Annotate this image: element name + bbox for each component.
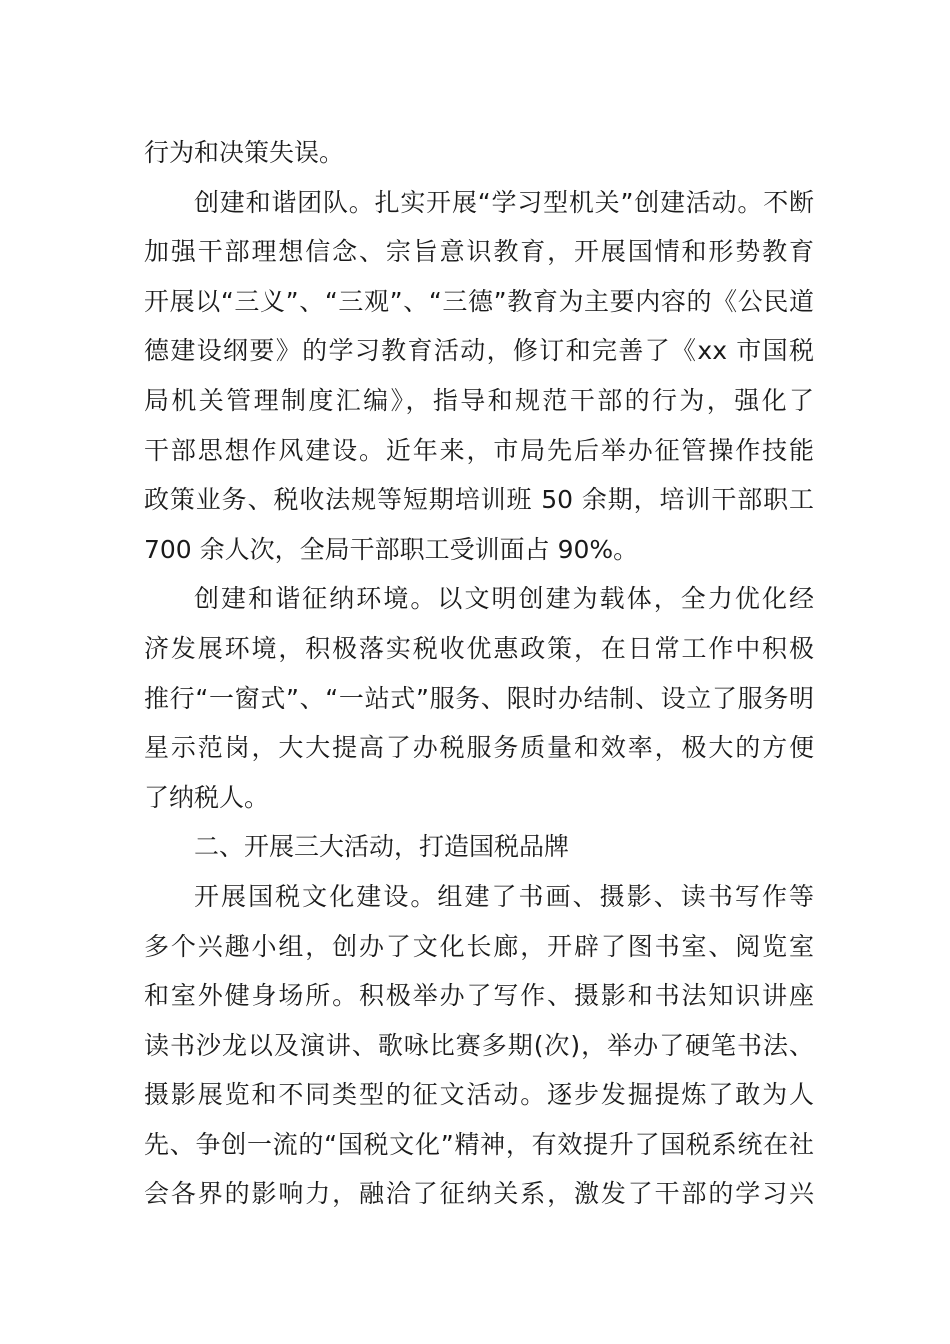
text-line: 读书沙龙以及演讲、歌咏比赛多期(次)，举办了硬笔书法、 (144, 1030, 814, 1060)
text-line: 会各界的影响力，融洽了征纳关系，激发了干部的学习兴 (144, 1179, 814, 1209)
text-line: 和室外健身场所。积极举办了写作、摄影和书法知识讲座 (144, 981, 814, 1011)
text-line: 了纳税人。 (144, 782, 270, 812)
text-line: 德建设纲要》的学习教育活动，修订和完善了《xx 市国税 (144, 336, 814, 366)
text-line: 政策业务、税收法规等短期培训班 50 余期，培训干部职工 (144, 485, 814, 515)
text-line: 推行“一窗式”、“一站式”服务、限时办结制、设立了服务明 (144, 683, 814, 713)
paragraph-first-line: 开展国税文化建设。组建了书画、摄影、读书写作等 (194, 881, 814, 911)
text-line: 行为和决策失误。 (144, 138, 345, 167)
text-line: 济发展环境，积极落实税收优惠政策，在日常工作中积极 (144, 633, 814, 663)
paragraph-first-line: 创建和谐征纳环境。以文明创建为载体，全力优化经 (194, 584, 814, 614)
text-line: 先、争创一流的“国税文化”精神，有效提升了国税系统在社 (144, 1129, 814, 1159)
text-line: 星示范岗，大大提高了办税服务质量和效率，极大的方便 (144, 733, 814, 763)
paragraph-first-line: 创建和谐团队。扎实开展“学习型机关”创建活动。不断 (194, 187, 814, 217)
text-line: 开展以“三义”、“三观”、“三德”教育为主要内容的《公民道 (144, 286, 814, 316)
section-heading: 二、开展三大活动，打造国税品牌 (194, 832, 570, 862)
text-line: 局机关管理制度汇编》，指导和规范干部的行为，强化了 (144, 385, 814, 415)
text-line: 加强干部理想信念、宗旨意识教育，开展国情和形势教育 (144, 237, 814, 267)
text-line: 摄影展览和不同类型的征文活动。逐步发掘提炼了敢为人 (144, 1080, 814, 1110)
text-line: 干部思想作风建设。近年来，市局先后举办征管操作技能 (144, 435, 814, 465)
text-line: 700 余人次，全局干部职工受训面占 90%。 (144, 534, 639, 564)
body-text (144, 128, 814, 1219)
text-line: 多个兴趣小组，创办了文化长廊，开辟了图书室、阅览室 (144, 931, 814, 961)
